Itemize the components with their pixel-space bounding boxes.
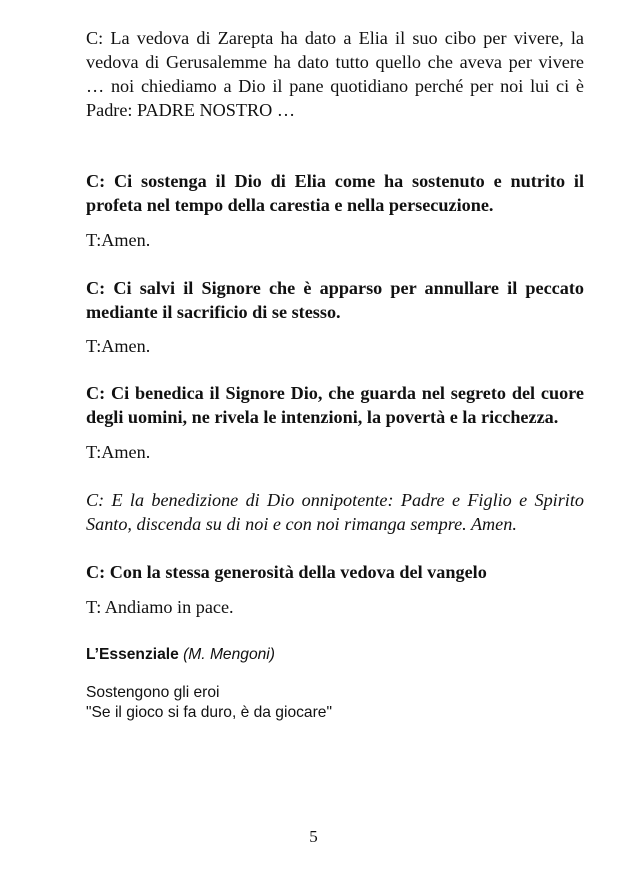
response-3: T:Amen. [86,442,151,462]
blessing-3: C: Ci benedica il Signore Dio, che guarda nel segreto del cuore degli uomini, ne rivela le intenzioni, la povertà e la ricchezza. [86,383,584,427]
song-line-1: Sostengono gli eroi [86,684,220,701]
blessing-1: C: Ci sostenga il Dio di Elia come ha sostenuto e nutrito il profeta nel tempo della carestia e nella persecuzione. [86,171,584,215]
song-author: (M. Mengoni) [183,646,275,663]
song-title: L’Essenziale [86,646,179,663]
page-number: 5 [309,827,318,846]
dismissal-text: C: Con la stessa generosità della vedova del vangelo [86,562,487,582]
dismissal-response: T: Andiamo in pace. [86,597,234,617]
blessing-2: C: Ci salvi il Signore che è apparso per annullare il peccato mediante il sacrificio di se stesso. [86,278,584,322]
song-line-2: "Se il gioco si fa duro, è da giocare" [86,704,332,721]
intro-paragraph: C: La vedova di Zarepta ha dato a Elia il suo cibo per vivere, la vedova di Gerusalemme ha dato tutto quello che aveva per vivere … noi chiediamo a Dio il pane quotidiano perché per noi lui ci è Padre: PADRE NOSTRO … [86,28,584,120]
closing-blessing: C: E la benedizione di Dio onnipotente: Padre e Figlio e Spirito Santo, discenda su di noi e con noi rimanga sempre. Amen. [86,490,584,534]
response-1: T:Amen. [86,230,151,250]
song-heading [86,645,584,665]
document-page [86,26,584,723]
response-2: T:Amen. [86,336,151,356]
